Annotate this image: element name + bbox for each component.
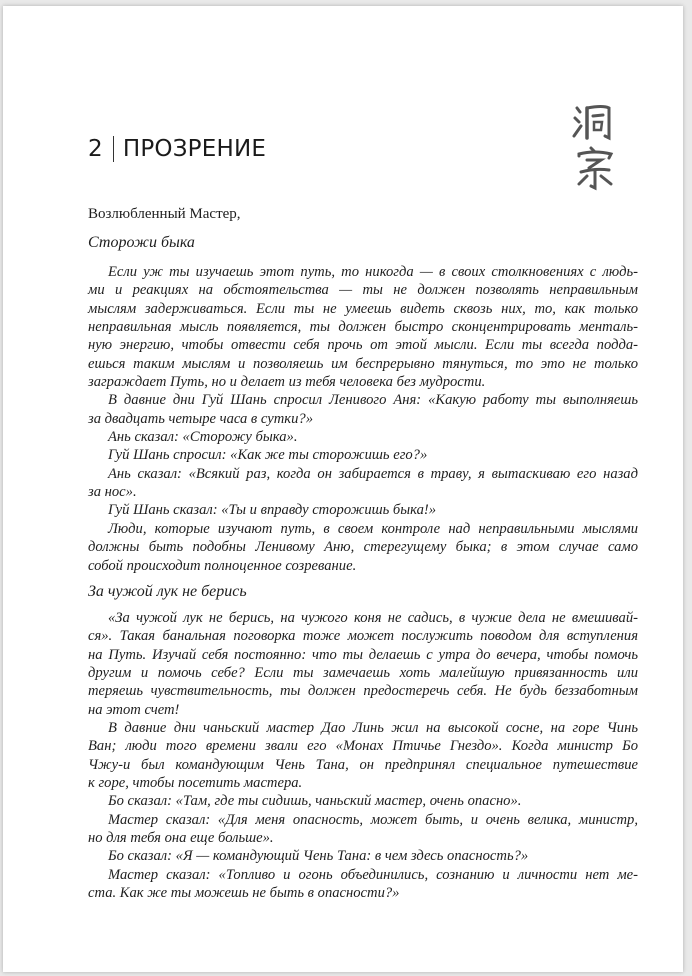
chapter-number: 2 bbox=[88, 136, 103, 162]
paragraph-line: Ван; люди того времени звали его «Монах Птичье Гнездо». Когда министр Бо bbox=[88, 738, 638, 755]
paragraph-line: мыслям задерживаться. Если ты не умеешь видеть сквозь них, то, как только bbox=[88, 300, 638, 317]
greeting: Возлюбленный Мастер, bbox=[88, 206, 241, 222]
paragraph-line: теряешь чувствительность, ты должен предостеречь себя. Не будь беззаботным bbox=[88, 683, 638, 700]
paragraph-line: неправильная мысль появляется, ты должен быстро сконцентрировать менталь- bbox=[88, 319, 638, 336]
section-heading: За чужой лук не берись bbox=[88, 583, 247, 600]
paragraph-line: Бо сказал: «Я — командующий Чень Тана: в чем здесь опасность?» bbox=[108, 848, 529, 865]
paragraph-line: на Путь. Изучай себя постоянно: что ты делаешь с утра до вечера, чтобы помочь bbox=[88, 646, 638, 663]
paragraph-line: ную энергию, чтобы отвести себя прочь от этой мысли. Если ты всегда подда- bbox=[88, 337, 638, 354]
calligraphy-logo bbox=[569, 102, 621, 192]
chapter-name: ПРОЗРЕНИЕ bbox=[122, 136, 267, 162]
paragraph-line: за нос». bbox=[88, 484, 137, 501]
section-body bbox=[88, 263, 638, 575]
paragraph-line: Мастер сказал: «Для меня опасность, может быть, и очень велика, министр, bbox=[108, 811, 638, 828]
paragraph-line: собой происходит полноценное созревание. bbox=[88, 557, 357, 574]
chapter-divider bbox=[113, 136, 114, 162]
paragraph-line: Ань сказал: «Сторожу быка». bbox=[108, 429, 298, 446]
paragraph-line: за двадцать четыре часа в сутки?» bbox=[88, 410, 314, 427]
chapter-title bbox=[88, 136, 266, 162]
paragraph-line: В давние дни чаньский мастер Дао Линь жил на высокой сосне, на горе Чинь bbox=[108, 720, 638, 737]
paragraph-line: Люди, которые изучают путь, в своем контроле над неправильными мыслями bbox=[108, 520, 638, 537]
paragraph-line: ся». Такая банальная поговорка тоже может послужить поводом для вступления bbox=[88, 628, 638, 645]
paragraph-line: к горе, чтобы посетить мастера. bbox=[88, 775, 303, 792]
paragraph-line: другим и помочь себе? Если ты замечаешь хоть малейшую привязанность или bbox=[88, 665, 638, 682]
paragraph-line: должны быть подобны Ленивому Аню, стерегущему быка; в этом случае само bbox=[88, 539, 638, 556]
section-heading: Сторожи быка bbox=[88, 234, 195, 251]
paragraph-line: «За чужой лук не берись, на чужого коня не садись, в чужие дела не вмешивай- bbox=[108, 610, 638, 626]
paragraph-line: Ань сказал: «Всякий раз, когда он забирается в траву, я вытаскиваю его назад bbox=[108, 465, 638, 482]
paragraph-line: ми и реакциях на обстоятельства — ты не должен позволять неправильным bbox=[88, 282, 638, 299]
paragraph-line: заграждает Путь, но и делает из тебя человека без мудрости. bbox=[88, 374, 486, 391]
paragraph-line: Если уж ты изучаешь этот путь, то никогда — в своих столкновениях с людь- bbox=[108, 264, 638, 280]
paragraph-line: Бо сказал: «Там, где ты сидишь, чаньский мастер, очень опасно». bbox=[108, 793, 522, 810]
paragraph-line: Мастер сказал: «Топливо и огонь объединились, сознанию и личности нет ме- bbox=[108, 866, 638, 883]
book-page bbox=[3, 6, 683, 972]
paragraph-line: В давние дни Гуй Шань спросил Ленивого Аня: «Какую работу ты выполняешь bbox=[108, 392, 638, 409]
paragraph-line: на этот счет! bbox=[88, 701, 180, 718]
paragraph-line: ста. Как же ты можешь не быть в опасности?» bbox=[88, 885, 400, 902]
paragraph-line: Гуй Шань сказал: «Ты и вправду сторожишь быка!» bbox=[108, 502, 437, 519]
paragraph-line: ешься таким мыслям и позволяешь им беспрерывно тянуться, то это не только bbox=[88, 355, 638, 372]
paragraph-line: Чжу-и был командующим Чень Тана, он предпринял специальное путешествие bbox=[88, 756, 638, 773]
section-body bbox=[88, 609, 638, 903]
paragraph-line: но для тебя она еще больше». bbox=[88, 830, 274, 847]
paragraph-line: Гуй Шань спросил: «Как же ты сторожишь его?» bbox=[108, 447, 428, 464]
